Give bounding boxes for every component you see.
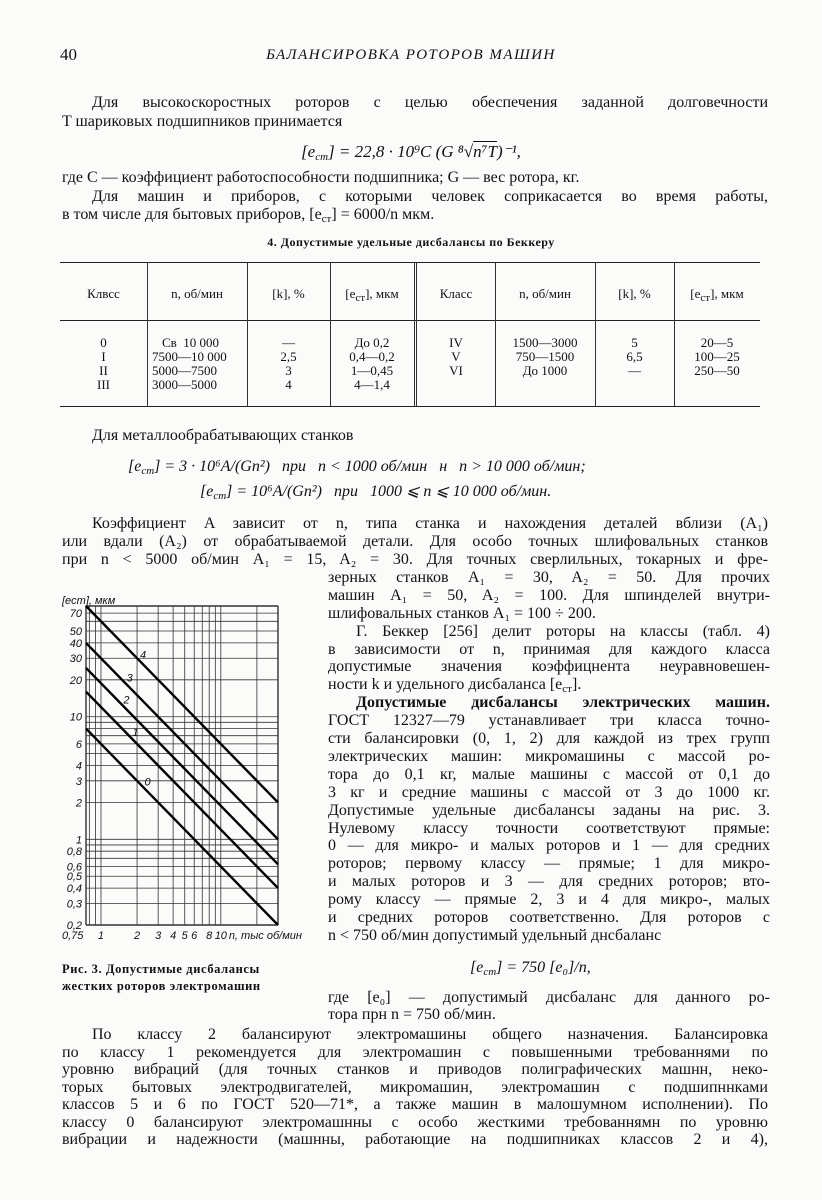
text-part: ] = 6000/n мкм. (331, 206, 435, 223)
table-cell: 5000—7500 (152, 363, 217, 378)
running-title: БАЛАНСИРОВКА РОТОРОВ МАШИН (266, 47, 556, 63)
formula-low-speed (470, 959, 591, 977)
table-cell: 3 (285, 363, 292, 378)
text-line (62, 206, 768, 224)
header-part: [e (690, 286, 701, 301)
text-line: рому классу — прямые 2, 3 и 4 для микро-, малых (328, 891, 770, 908)
x-tick-label: 10 (214, 930, 227, 942)
y-tick-label: 2 (75, 797, 82, 810)
formula-machine-tools-2 (200, 483, 551, 501)
table-column-class (60, 336, 147, 392)
table-cell: 100—25 (694, 349, 740, 364)
formula-part: ] = 10⁶A/(Gn²) при 1000 ⩽ n ⩽ 10 000 об/мин. (226, 483, 552, 500)
table-column-n (495, 336, 595, 378)
table-cell: — (628, 363, 641, 378)
figure-caption: Рис. 3. Допустимые дисбалансы (62, 962, 260, 976)
figure-caption: жестких роторов электромашин (62, 979, 261, 993)
series-label-4: 4 (140, 649, 147, 662)
text-line: в зависимости от n, принимая для каждого класса (328, 641, 770, 658)
table-column-class (417, 336, 495, 378)
text-line: Для машин и приборов, с которыми человек соприкасается во время работы, (92, 188, 768, 205)
formula-machine-tools-1 (128, 458, 586, 476)
x-axis-label: n, тыс об/мин (228, 930, 302, 942)
column-header: Клвсс (87, 286, 120, 301)
table-caption: 4. Допустимые удельные дисбалансы по Беккеру (267, 235, 555, 249)
text-line (328, 676, 770, 694)
table-column-e (330, 336, 414, 392)
page-number: 40 (60, 45, 77, 64)
series-label-2: 2 (123, 694, 130, 707)
formula-subscript: ст (213, 490, 227, 502)
y-tick-label: 40 (69, 637, 82, 650)
text-line: 0 — для микро- и малых роторов и 1 — для средних (328, 837, 770, 854)
formula-part: ] = 3 · 10⁶A/(Gn²) при n < 1000 об/мин н n > 10 000 об/мин; (154, 458, 586, 475)
header-subscript: ст (700, 292, 711, 304)
text-line: 3 кг и средние машины с массой от 3 до 1000 кг. (328, 784, 770, 801)
table-cell: V (451, 349, 461, 364)
table-cell: 4—1,4 (354, 377, 390, 392)
column-divider (414, 263, 417, 407)
series-line-0 (86, 729, 278, 925)
table-cell: Св 10 000 (162, 335, 220, 350)
column-divider (595, 263, 596, 407)
x-tick-label: 3 (155, 930, 162, 942)
text-line: классов 5 и 6 по ГОСТ 520—71*, а также машин в малошумном исполнении). По (62, 1096, 768, 1113)
table-cell: 1500—3000 (512, 335, 578, 350)
text-part: ности k и удельного дисбаланса [e (328, 676, 563, 693)
text-line: где C — коэффициент работоспособности подшипника; G — вес ротора, кг. (62, 169, 580, 186)
text-part: в том числе для бытовых приборов, [e (62, 206, 322, 223)
formula-part: [e (128, 458, 142, 475)
text-line: машин A₁ = 50, A₂ = 100. Для шпинделей внутри- (328, 587, 770, 604)
table-rule (60, 406, 760, 407)
table-cell: 2,5 (280, 349, 297, 364)
formula-part: [e (200, 483, 214, 500)
column-header: [k], % (618, 286, 651, 301)
column-header: [k], % (272, 286, 305, 301)
formula-part: )⁻¹, (496, 142, 521, 161)
text-line: зерных станков A₁ = 30, A₂ = 50. Для прочих (328, 569, 770, 586)
text-part: ]. (571, 676, 582, 693)
y-tick-label: 0,4 (66, 883, 82, 896)
y-tick-label: 6 (75, 738, 82, 751)
table-cell: III (97, 377, 110, 392)
series-label-0: 0 (144, 776, 151, 789)
series-label-1: 1 (132, 727, 139, 740)
text-line: роторов; первому классу — прямые; 1 для микро- (328, 855, 770, 872)
table-cell: 20—5 (700, 335, 734, 350)
column-divider (674, 263, 675, 407)
text-line: Допустимые удельные дисбалансы заданы на рис. 3. (328, 802, 770, 819)
table-column-k (247, 336, 330, 392)
formula-part: [e (470, 959, 484, 976)
y-tick-label: 0,3 (66, 898, 82, 911)
column-header: n, об/мин (519, 286, 571, 301)
header-part: ], мкм (710, 286, 744, 301)
text-line: Коэффициент A зависит от n, типа станка и нахождения деталей вблизи (A₁) (92, 515, 768, 532)
text-line: шлифовальных станков A₁ = 100 ÷ 200. (328, 605, 596, 622)
table-cell: 6,5 (626, 349, 643, 364)
table-cell: До 0,2 (354, 335, 390, 350)
table-rule (60, 262, 760, 263)
formula-part: [e (301, 142, 316, 161)
text-line: тора до 0,1 кг, малые машины с массой от 0,1 до (328, 766, 770, 783)
table-cell: 4 (285, 377, 292, 392)
y-axis-label: [eст], мкм (62, 595, 116, 607)
formula-radicand: n⁷T (473, 142, 497, 161)
text-line: вибрации и надежности (машнны, работающие на подшипниках классов 2 и 4), (62, 1131, 768, 1148)
formula-subscript: ст (483, 966, 497, 978)
formula-subscript: ст (141, 465, 155, 477)
table-cell: 250—50 (694, 363, 740, 378)
text-line: n < 750 об/мин допустимый удельный днсбаланс (328, 927, 662, 944)
text-line: тора прн n = 750 об/мин. (328, 1006, 496, 1023)
x-tick-label: 6 (191, 930, 198, 942)
text-line: и средних роторов соответственно. Для роторов с (328, 909, 770, 926)
x-tick-label: 4 (170, 930, 177, 942)
y-tick-label: 3 (75, 775, 82, 788)
table-cell: I (101, 349, 106, 364)
y-tick-label: 0,6 (66, 861, 82, 874)
column-header: Класс (439, 286, 473, 301)
series-line-2 (86, 668, 278, 864)
x-tick-label: 5 (181, 930, 188, 942)
y-tick-label: 50 (69, 626, 82, 639)
text-line: Г. Беккер [256] делит роторы на классы (табл. 4) (356, 623, 770, 640)
column-header (330, 286, 414, 302)
x-tick-label: 8 (206, 930, 213, 942)
text-line: и малых роторов и 3 — для средних роторов; вто- (328, 873, 770, 890)
text-line: По классу 2 балансируют электромашины общего назначения. Балансировка (92, 1026, 768, 1043)
table-column-n (152, 336, 247, 392)
table-column-e (674, 336, 760, 378)
text-line: сти балансировки (0, 1, 2) для каждой из трех групп (328, 730, 770, 747)
column-header: n, об/мин (171, 286, 223, 301)
header-subscript: ст (355, 292, 366, 304)
table-cell: 750—1500 (515, 349, 575, 364)
table-cell: II (99, 363, 108, 378)
text-line: или вдали (A₂) от обрабатываемой детали. Для особо точных шлифовальных станков (62, 533, 768, 550)
table-cell: VI (449, 363, 463, 378)
formula-subscript: ст (315, 151, 329, 163)
table-cell: IV (449, 335, 463, 350)
text-line: допустимые значения коэффицнента неуравновешен- (328, 658, 770, 675)
y-tick-label: 0,5 (66, 871, 82, 884)
table-cell: 5 (631, 335, 638, 350)
column-header (674, 286, 760, 302)
table-cell: — (282, 335, 295, 350)
text-line: Нулевому классу точности соответствуют прямые: (328, 820, 770, 837)
text-line: уровню вибраций (для точных станков и приводов полиграфических машнн, неко- (62, 1061, 768, 1078)
table-column-k (595, 336, 674, 378)
column-divider (147, 263, 148, 407)
table-cell: 1—0,45 (350, 363, 394, 378)
table-cell: 0,4—0,2 (349, 349, 395, 364)
x-tick-label: 1 (97, 930, 105, 942)
text-line: при n < 5000 об/мин A₁ = 15, A₂ = 30. Для точных сверлильных, токарных и фре- (62, 551, 768, 568)
section-heading: Допустимые дисбалансы электрических машин. (356, 694, 770, 711)
table-rule (60, 320, 760, 321)
header-part: [e (345, 286, 356, 301)
text-line: торых бытовых электродвигателей, микромашин, электромашин с подшипннками (62, 1079, 768, 1096)
table-cell: 7500—10 000 (152, 349, 227, 364)
text-line: по классу 1 рекомендуется для электромашин с повышенными требованнями по (62, 1044, 768, 1061)
y-tick-label: 30 (69, 653, 82, 666)
subscript: ст (321, 213, 332, 225)
series-line-4 (86, 606, 278, 802)
table-cell: До 1000 (522, 363, 568, 378)
series-label-3: 3 (126, 672, 133, 685)
y-tick-label: 0,2 (66, 920, 82, 932)
text-line: классу 0 балансируют электромашнны с особо жесткими требованнямн по уровню (62, 1114, 768, 1131)
table-cell: 0 (100, 335, 107, 350)
column-divider (495, 263, 496, 407)
y-tick-label: 20 (69, 674, 82, 687)
y-tick-label: 4 (75, 760, 82, 773)
text-line: T шариковых подшипников принимается (62, 113, 343, 130)
y-tick-label: 1 (75, 834, 82, 847)
x-tick-label: 0,75 (62, 930, 84, 942)
y-tick-label: 10 (69, 711, 82, 724)
text-line: Для высокоскоростных роторов с целью обеспечения заданной долговечности (92, 94, 768, 111)
y-tick-label: 0,8 (66, 846, 82, 859)
unbalance-chart (60, 590, 322, 950)
text-line: Для металлообрабатывающих станков (92, 427, 354, 444)
series-line-3 (86, 643, 278, 839)
x-tick-label: 2 (133, 930, 141, 942)
table-cell: 3000—5000 (152, 377, 217, 392)
header-part: ], мкм (365, 286, 399, 301)
formula-ball-bearing (0, 143, 822, 161)
text-line: электрических машин: микромашины с массой ро- (328, 748, 770, 765)
formula-part: ] = 22,8 · 10⁹C (G ⁸√ (328, 142, 474, 161)
text-line: где [e₀] — допустимый дисбаланс для данного ро- (328, 989, 770, 1006)
text-line: ГОСТ 12327—79 устанавливает три класса точно- (328, 712, 770, 729)
formula-part: ] = 750 [e₀]/n, (496, 959, 591, 976)
subscript: ст (562, 683, 572, 695)
y-tick-label: 70 (69, 608, 82, 621)
